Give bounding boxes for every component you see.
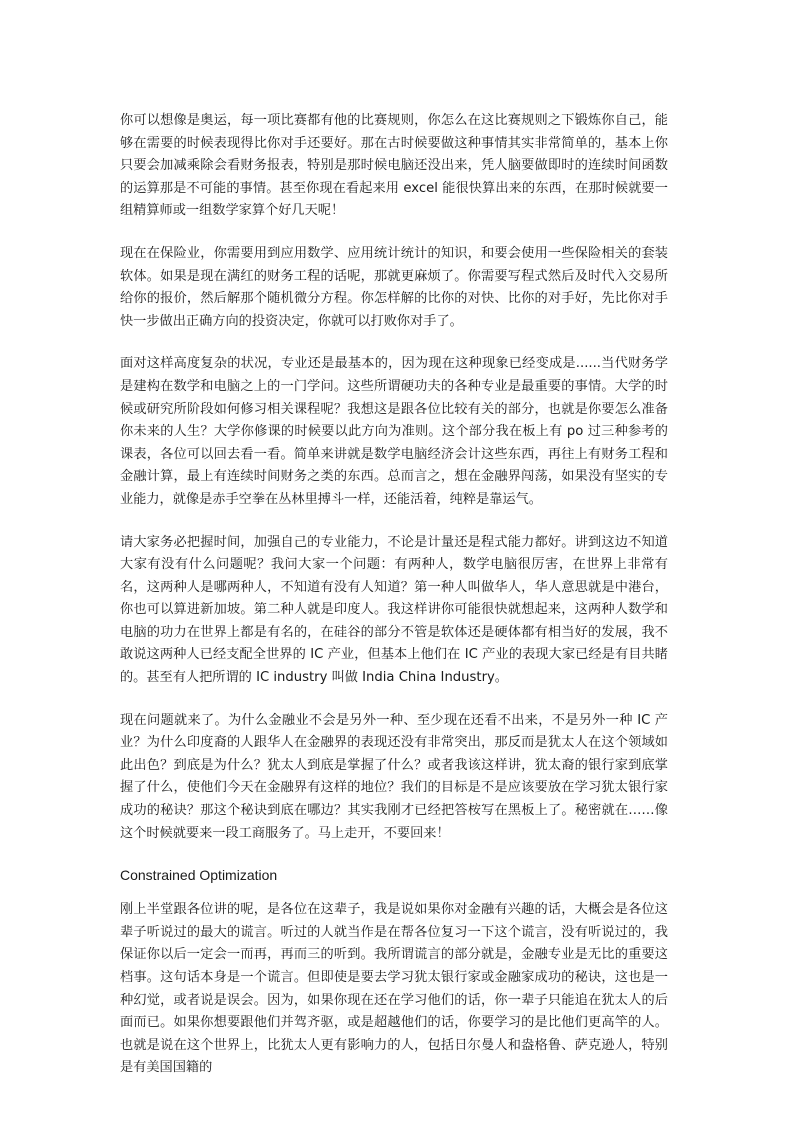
paragraph-professional-skills: 面对这样高度复杂的状况，专业还是最基本的，因为现在这种现象已经变成是......当代财务学是建构在数学和电脑之上的一门学问。这些所谓硬功夫的各种专业是最重要的事情。大学的时候或研究所阶段如何修习相关课程呢？我想这是跟各位比较有关的部分，也就是你要怎么准备你未来的人生？大学你修课的时候要以此方向为准则。这个部分我在板上有 po 过三种参考的课表，各位可以回去看一看。简单来讲就是数学电脑经济会计这些东西，再往上有财务工程和金融计算，最上有连续时间财务之类的东西。总而言之，想在金融界闯荡，如果没有坚实的专业能力，就像是赤手空拳在丛林里搏斗一样，还能活着，纯粹是靠运气。: [120, 356, 668, 507]
paragraph-insurance: 现在在保险业，你需要用到应用数学、应用统计统计的知识，和要会使用一些保险相关的套装软体。如果是现在满红的财务工程的话呢，那就更麻烦了。你需要写程式然后及时代入交易所给你的报价，然后解那个随机微分方程。你怎样解的比你的对快、比你的对手好，先比你对手快一步做出正确方向的投资决定，你就可以打败你对手了。: [120, 245, 668, 329]
paragraph-biggest-lie: 刚上半堂跟各位讲的呢，是各位在这辈子，我是说如果你对金融有兴趣的话，大概会是各位这辈子听说过的最大的谎言。听过的人就当作是在帮各位复习一下这个谎言，没有听说过的，我保证你以后一定会一而再，再而三的听到。我所谓谎言的部分就是，金融专业是无比的重要这档事。这句话本身是一个谎言。但即使是要去学习犹太银行家或金融家成功的秘诀，这也是一种幻觉，或者说是误会。因为，如果你现在还在学习他们的话，你一辈子只能追在犹太人的后面而已。如果你想要跟他们并驾齐驱，或是超越他们的话，你要学习的是比他们更高竿的人。也就是说在这个世界上，比犹太人更有影响力的人，包括日尔曼人和盎格鲁、萨克逊人，特别是有美国国籍的: [120, 902, 668, 1076]
paragraph-jewish-bankers: 现在问题就来了。为什么金融业不会是另外一种、至少现在还看不出来，不是另外一种 IC 产业？为什么印度裔的人跟华人在金融界的表现还没有非常突出，那反而是犹太人在这个领域如此出色？到底是为什么？犹太人到底是掌握了什么？或者我该这样讲，犹太裔的银行家到底掌握了什么，使他们今天在金融界有这样的地位？我们的目标是不是应该要放在学习犹太银行家成功的秘诀？那这个秘诀到底在哪边？其实我刚才已经把答桉写在黑板上了。秘密就在……像这个时候就要来一段工商服务了。马上走开，不要回来！: [120, 712, 668, 841]
section-heading: Constrained Optimization: [120, 867, 278, 884]
paragraph-chinese-indian: 请大家务必把握时间，加强自己的专业能力，不论是计量还是程式能力都好。讲到这边不知道大家有没有什么问题呢？我问大家一个问题：有两种人，数学电脑很厉害，在世界上非常有名，这两种人是哪两种人，不知道有没有人知道？第一种人叫做华人，华人意思就是中港台，你也可以算进新加坡。第二种人就是印度人。我这样讲你可能很快就想起来，这两种人数学和电脑的功力在世界上都是有名的，在硅谷的部分不管是软体还是硬体都有相当好的发展，我不敢说这两种人已经支配全世界的 IC 产业，但基本上他们在 IC 产业的表现大家已经是有目共睹的。甚至有人把所谓的 IC industry 叫做 India China Industry。: [120, 534, 668, 686]
document-body: [120, 110, 668, 1100]
paragraph-olympics: 你可以想像是奥运，每一项比赛都有他的比赛规则，你怎么在这比赛规则之下锻炼你自己，能够在需要的时候表现得比你对手还要好。那在古时候要做这种事情其实非常简单的，基本上你只要会加减乘除会看财务报表，特别是那时候电脑还没出来，凭人脑要做即时的连续时间函数的运算那是不可能的事情。甚至你现在看起来用 excel 能很快算出来的东西，在那时候就要一组精算师或一组数学家算个好几天呢！: [120, 113, 668, 219]
